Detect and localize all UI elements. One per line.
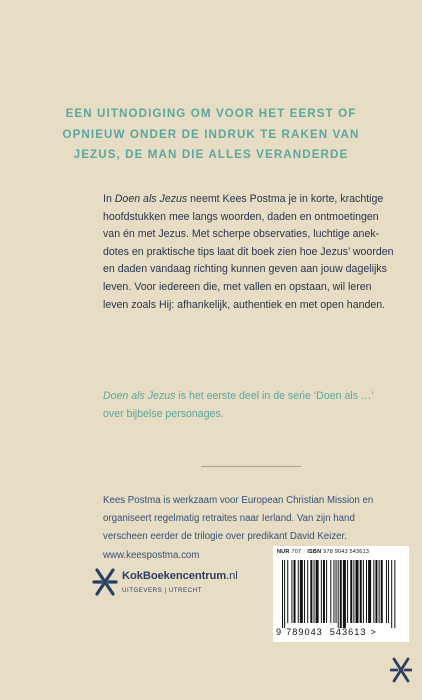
description-line: van én met Jezus. Met scherpe observaties, luchtige anek- xyxy=(103,228,380,241)
publisher-name: KokBoekencentrum.nl xyxy=(122,570,238,582)
series-note xyxy=(103,388,405,423)
series-text: is het eerste deel in de serie ‘Doen als …’ xyxy=(175,390,374,402)
description-line: leven zoals Hij: afhankelijk, authentiek en met open handen. xyxy=(103,298,386,311)
description-line: hoofdstukken mee langs woorden, daden en ontmoetingen xyxy=(103,210,379,223)
barcode xyxy=(273,546,409,642)
headline xyxy=(0,104,422,166)
series-title: Doen als Jezus xyxy=(103,390,176,402)
series-line xyxy=(103,388,405,406)
divider xyxy=(201,466,301,467)
isbn-number: 978 9043 543613 xyxy=(323,549,370,555)
kokboekencentrum-mark-icon xyxy=(390,656,412,684)
publisher-logo xyxy=(92,566,242,606)
headline-line: OPNIEUW ONDER DE INDRUK TE RAKEN VAN xyxy=(62,127,360,141)
description-line: dotes en praktische tips laat dit boek zien hoe Jezus’ woorden xyxy=(103,245,394,258)
kokboekencentrum-logo-icon xyxy=(92,566,118,598)
book-title: Doen als Jezus xyxy=(114,193,188,205)
nur-code: 707 xyxy=(291,549,302,555)
isbn-header: NUR 707 ISBN 978 9043 543613 xyxy=(277,549,370,555)
book-description xyxy=(103,191,405,314)
bio-line: Kees Postma is werkzaam voor European Christian Mission en xyxy=(103,495,374,506)
headline-line: JEZUS, DE MAN DIE ALLES VERANDERDE xyxy=(73,148,349,161)
description-line: leven. Voor iedereen die, met vallen en opstaan, wil leren xyxy=(103,280,372,293)
description-line: en daden vandaag richting kunnen geven aan jouw dagelijks xyxy=(103,263,387,276)
publisher-subtitle: UITGEVERS | UTRECHT xyxy=(122,587,202,594)
barcode-bars xyxy=(278,560,404,628)
bio-line: verscheen eerder de trilogie over predikant David Keizer. xyxy=(103,531,347,543)
description-line xyxy=(103,191,405,209)
description-text: In xyxy=(103,193,115,205)
series-line: over bijbelse personages. xyxy=(103,407,224,420)
barcode-digits: 9 789043 543613 > xyxy=(276,627,377,637)
bio-line: organiseert regelmatig retraites naar Ierland. Van zijn hand xyxy=(103,513,355,525)
description-text: neemt Kees Postma je in korte, krachtige xyxy=(187,193,384,205)
author-website: www.keespostma.com xyxy=(103,549,200,561)
headline-line: EEN UITNODIGING OM VOOR HET EERST OF xyxy=(65,107,357,120)
